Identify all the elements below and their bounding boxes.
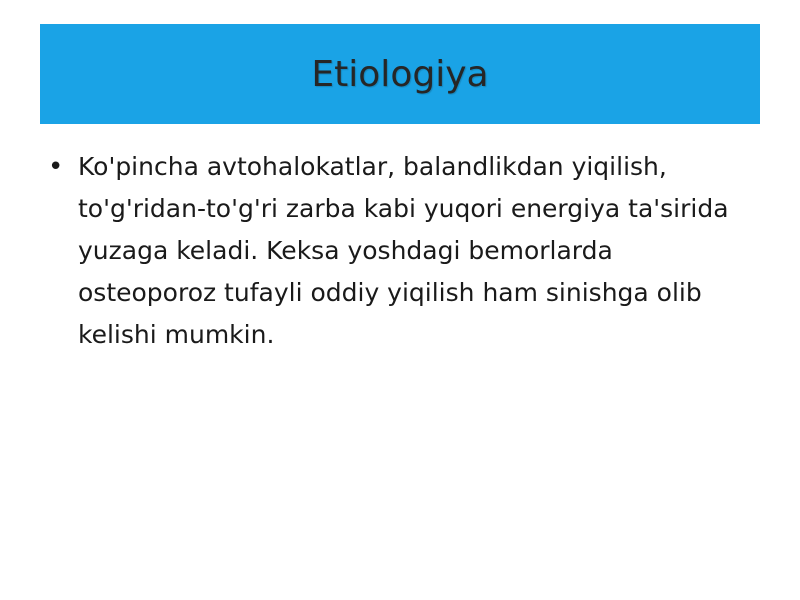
bullet-list	[40, 146, 760, 356]
slide-body	[40, 146, 760, 356]
bullet-icon: •	[48, 152, 64, 182]
title-bar	[40, 24, 760, 124]
slide-title: Etiologiya	[311, 53, 489, 95]
list-item	[40, 146, 760, 356]
bullet-text: Ko'pincha avtohalokatlar, balandlikdan yiqilish, to'g'ridan-to'g'ri zarba kabi yuqori energiya ta'sirida yuzaga keladi. Keksa yoshdagi bemorlarda osteoporoz tufayli oddiy yiqilish ham sinishga olib kelishi mumkin.	[78, 152, 729, 349]
